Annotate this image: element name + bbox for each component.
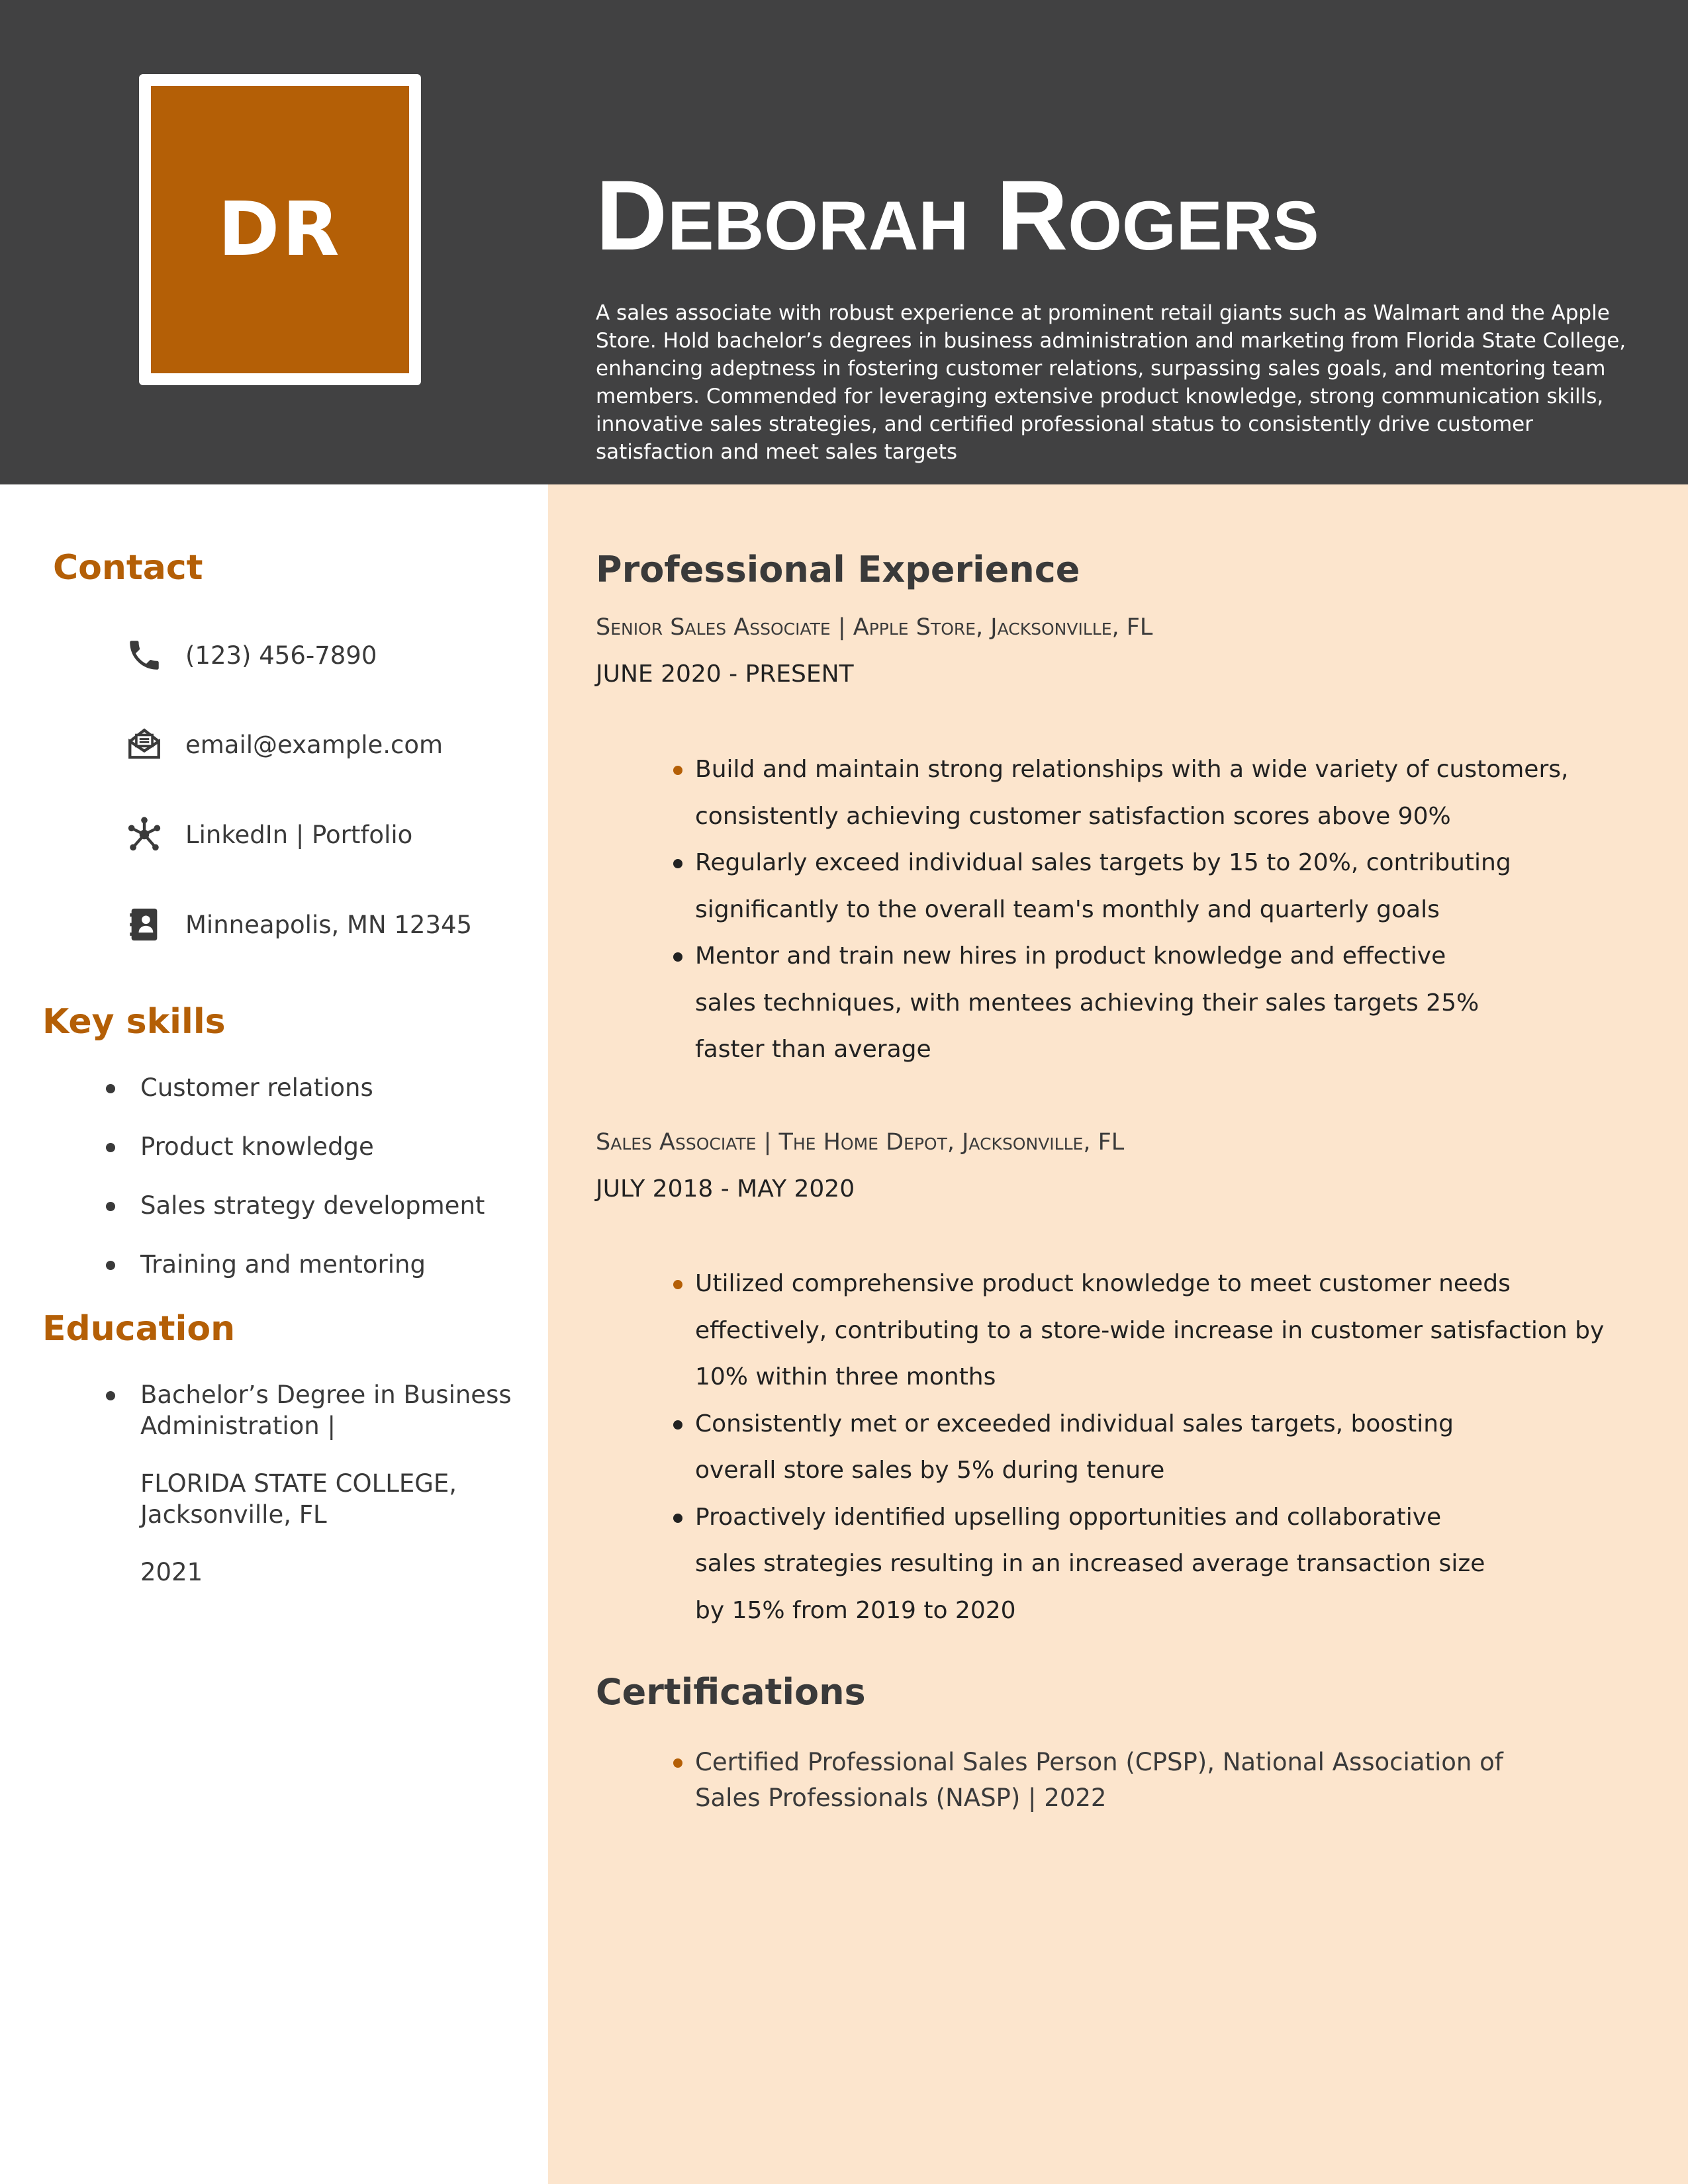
contact-heading: Contact <box>53 548 203 588</box>
job-dates: JUNE 2020 - PRESENT <box>596 660 854 688</box>
skills-heading: Key skills <box>42 1002 226 1042</box>
job-bullets <box>669 1261 1628 1634</box>
degree-line-1: Bachelor’s Degree in Business <box>140 1381 512 1409</box>
email-text[interactable]: email@example.com <box>185 730 444 759</box>
skill-item: Customer relations <box>99 1072 485 1131</box>
address-book-icon <box>123 903 165 946</box>
skills-list <box>99 1072 485 1308</box>
certification-item: Certified Professional Sales Person (CPSP), National Association of Sales Professionals (NASP) | 2022 <box>669 1745 1549 1816</box>
job-dates: JULY 2018 - MAY 2020 <box>596 1175 855 1203</box>
contact-phone <box>123 632 377 678</box>
job-title: Sales Associate | The Home Depot, Jacksonville, FL <box>596 1129 1125 1156</box>
job-bullet: Utilized comprehensive product knowledge to meet customer needs effectively, contributing to a store-wide increase in customer satisfaction by 10% within three months <box>669 1261 1628 1401</box>
monogram-box <box>151 86 409 373</box>
job-bullet: Mentor and train new hires in product knowledge and effective sales techniques, with mentees achieving their sales targets 25% faster than average <box>669 933 1503 1073</box>
graduation-year: 2021 <box>140 1558 203 1586</box>
contact-address <box>123 901 472 948</box>
job-bullet: Proactively identified upselling opportunities and collaborative sales strategies resulting in an increased average transaction size by 15% from 2019 to 2020 <box>669 1494 1503 1635</box>
phone-text[interactable]: (123) 456-7890 <box>185 641 377 670</box>
address-text: Minneapolis, MN 12345 <box>185 910 473 939</box>
skill-item: Product knowledge <box>99 1131 485 1190</box>
certifications-heading: Certifications <box>596 1671 866 1713</box>
degree-line-2: Administration | <box>140 1412 336 1440</box>
network-icon <box>123 813 165 856</box>
contact-email <box>123 721 443 768</box>
education-list <box>99 1379 512 1588</box>
job-title: Senior Sales Associate | Apple Store, Jacksonville, FL <box>596 614 1153 641</box>
links-text[interactable]: LinkedIn | Portfolio <box>185 820 413 849</box>
job-bullet: Consistently met or exceeded individual sales targets, boosting overall store sales by 5% during tenure <box>669 1401 1503 1494</box>
email-icon <box>123 723 165 766</box>
profile-summary: A sales associate with robust experience at prominent retail giants such as Walmart and the Apple Store. Hold bachelor’s degrees in business administration and marketing from Florida State College, enhancing adeptness in fostering customer relations, surpassing sales goals, and mentoring team members. Commended for leveraging extensive product knowledge, strong communication skills, innovative sales strategies, and certified professional status to consistently drive customer satisfaction and meet sales targets <box>596 301 1626 464</box>
school-line-2: Jacksonville, FL <box>140 1500 327 1529</box>
education-heading: Education <box>42 1309 236 1349</box>
skill-item: Sales strategy development <box>99 1190 485 1249</box>
job-bullets <box>669 747 1628 1073</box>
monogram-frame <box>139 74 421 385</box>
skill-item: Training and mentoring <box>99 1249 485 1308</box>
experience-heading: Professional Experience <box>596 549 1080 590</box>
candidate-name: Deborah Rogers <box>596 159 1319 271</box>
monogram-initials: DR <box>218 187 342 273</box>
education-item <box>99 1379 512 1588</box>
resume-header <box>0 0 1688 484</box>
contact-links <box>123 811 412 858</box>
phone-icon <box>123 634 165 676</box>
job-bullet: Regularly exceed individual sales targets by 15 to 20%, contributing significantly to the overall team's monthly and quarterly goals <box>669 840 1628 933</box>
certifications-list <box>669 1745 1549 1816</box>
school-line-1: FLORIDA STATE COLLEGE, <box>140 1469 457 1498</box>
job-bullet: Build and maintain strong relationships with a wide variety of customers, consistently achieving customer satisfaction scores above 90% <box>669 747 1628 840</box>
